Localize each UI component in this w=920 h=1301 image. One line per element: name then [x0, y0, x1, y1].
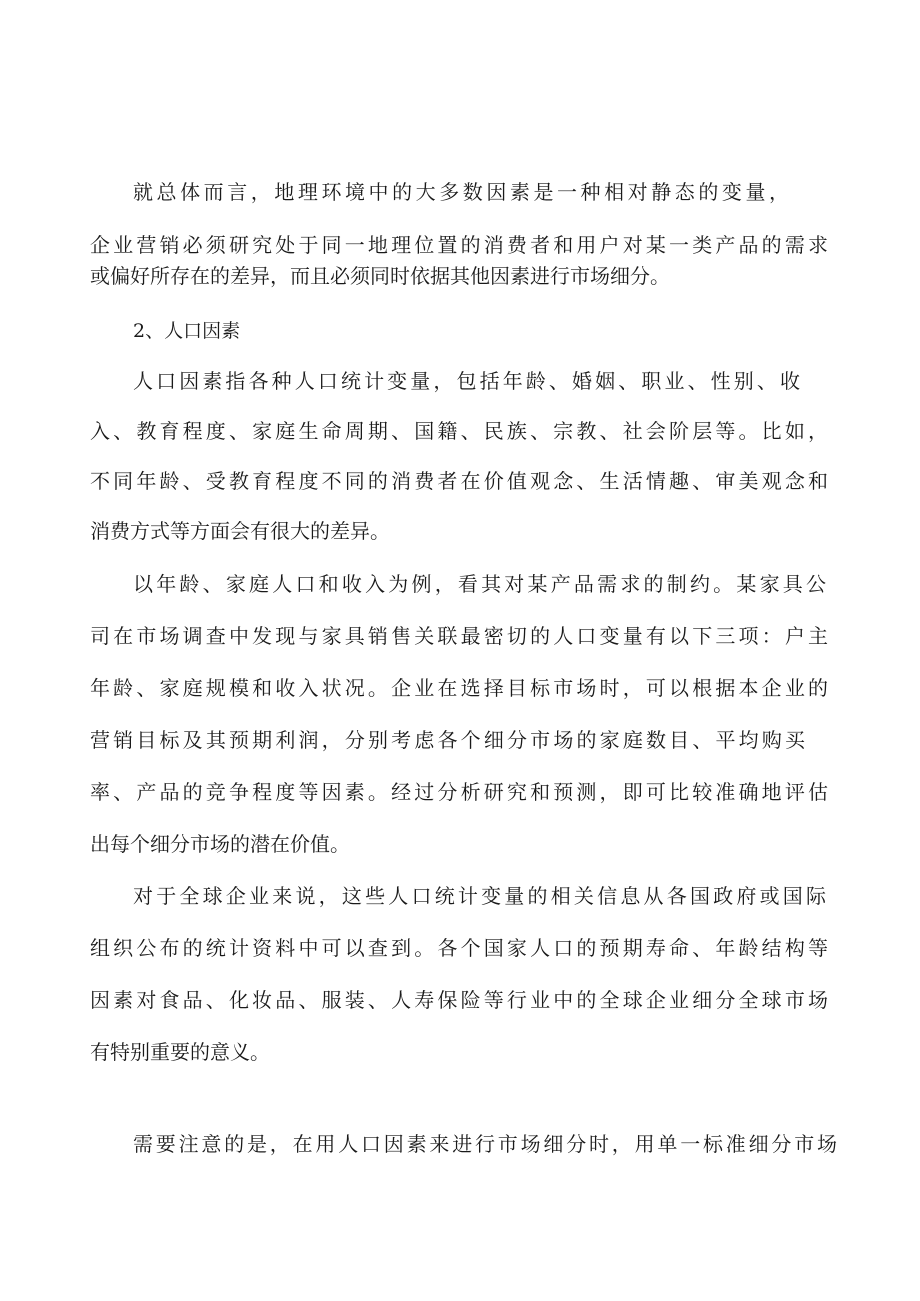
paragraph-line: 对于全球企业来说，这些人口统计变量的相关信息从各国政府或国际	[133, 884, 826, 908]
paragraph-line: 需要注意的是，在用人口因素来进行市场细分时，用单一标准细分市场	[133, 1132, 837, 1156]
paragraph-line: 有特别重要的意义。	[90, 1040, 270, 1064]
paragraph-line: 组织公布的统计资料中可以查到。各个国家人口的预期寿命、年龄结构等	[90, 936, 828, 960]
paragraph-line: 因素对食品、化妆品、服装、人寿保险等行业中的全球企业细分全球市场	[90, 988, 828, 1012]
paragraph-line: 出每个细分市场的潜在价值。	[90, 832, 350, 856]
section-heading: 2、人口因素	[133, 320, 241, 342]
paragraph-line: 人口因素指各种人口统计变量，包括年龄、婚姻、职业、性别、收	[133, 369, 800, 393]
paragraph-line: 率、产品的竞争程度等因素。经过分析研究和预测，即可比较准确地评估	[90, 780, 828, 804]
paragraph-line: 入、教育程度、家庭生命周期、国籍、民族、宗教、社会阶层等。比如，	[90, 419, 828, 443]
paragraph-line: 司在市场调查中发现与家具销售关联最密切的人口变量有以下三项：户主	[90, 624, 828, 648]
paragraph-line: 年龄、家庭规模和收入状况。企业在选择目标市场时，可以根据本企业的	[90, 676, 828, 700]
paragraph-line: 以年龄、家庭人口和收入为例，看其对某产品需求的制约。某家具公	[133, 572, 826, 596]
paragraph-line: 不同年龄、受教育程度不同的消费者在价值观念、生活情趣、审美观念和	[90, 469, 828, 493]
paragraph-line: 营销目标及其预期利润，分别考虑各个细分市场的家庭数目、平均购买	[90, 728, 805, 752]
paragraph-line: 就总体而言，地理环境中的大多数因素是一种相对静态的变量，	[133, 180, 789, 204]
paragraph-line: 企业营销必须研究处于同一地理位置的消费者和用户对某一类产品的需求	[90, 233, 828, 257]
paragraph-line: 或偏好所存在的差异，而且必须同时依据其他因素进行市场细分。	[90, 264, 670, 288]
paragraph-line: 消费方式等方面会有很大的差异。	[90, 519, 390, 543]
